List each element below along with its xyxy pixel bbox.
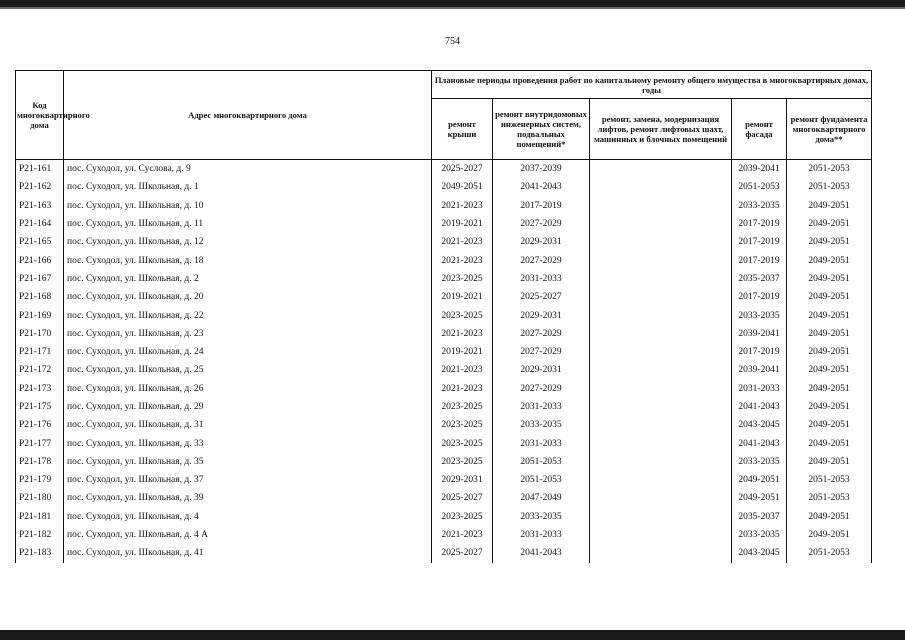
- cell-foundation: 2051-2053: [787, 160, 872, 179]
- repair-schedule-table: [15, 70, 872, 563]
- cell-elevators: [590, 160, 732, 179]
- cell-facade: 2017-2019: [732, 251, 787, 269]
- cell-address: пос. Суходол, ул. Школьная, д. 1: [64, 178, 432, 196]
- cell-facade: 2039-2041: [732, 160, 787, 179]
- cell-roof: 2023-2025: [432, 416, 493, 434]
- cell-elevators: [590, 416, 732, 434]
- cell-elevators: [590, 380, 732, 398]
- cell-elevators: [590, 471, 732, 489]
- cell-code: Р21-170: [16, 325, 64, 343]
- cell-roof: 2019-2021: [432, 288, 493, 306]
- header-code: Код многоквартирного дома: [16, 71, 64, 160]
- cell-systems: 2037-2039: [493, 160, 590, 179]
- cell-elevators: [590, 288, 732, 306]
- cell-systems: 2031-2033: [493, 398, 590, 416]
- table-row: [16, 197, 872, 215]
- cell-address: пос. Суходол, ул. Школьная, д. 4: [64, 508, 432, 526]
- cell-systems: 2033-2035: [493, 416, 590, 434]
- header-roof: ремонт крыши: [432, 99, 493, 160]
- table-row: [16, 306, 872, 324]
- header-address: Адрес многоквартирного дома: [64, 71, 432, 160]
- cell-foundation: 2049-2051: [787, 398, 872, 416]
- cell-systems: 2047-2049: [493, 489, 590, 507]
- cell-roof: 2021-2023: [432, 526, 493, 544]
- cell-elevators: [590, 398, 732, 416]
- cell-foundation: 2049-2051: [787, 434, 872, 452]
- cell-address: пос. Суходол, ул. Школьная, д. 33: [64, 434, 432, 452]
- cell-facade: 2031-2033: [732, 380, 787, 398]
- cell-systems: 2029-2031: [493, 306, 590, 324]
- cell-systems: 2031-2033: [493, 434, 590, 452]
- cell-elevators: [590, 453, 732, 471]
- cell-roof: 2025-2027: [432, 489, 493, 507]
- cell-roof: 2025-2027: [432, 544, 493, 562]
- cell-facade: 2033-2035: [732, 306, 787, 324]
- table-row: [16, 178, 872, 196]
- cell-foundation: 2049-2051: [787, 343, 872, 361]
- cell-roof: 2023-2025: [432, 434, 493, 452]
- cell-foundation: 2049-2051: [787, 325, 872, 343]
- cell-code: Р21-173: [16, 380, 64, 398]
- cell-address: пос. Суходол, ул. Суслова, д. 9: [64, 160, 432, 179]
- cell-address: пос. Суходол, ул. Школьная, д. 41: [64, 544, 432, 562]
- cell-roof: 2021-2023: [432, 380, 493, 398]
- cell-facade: 2017-2019: [732, 215, 787, 233]
- cell-systems: 2031-2033: [493, 526, 590, 544]
- cell-foundation: 2049-2051: [787, 251, 872, 269]
- cell-foundation: 2049-2051: [787, 526, 872, 544]
- table-row: [16, 361, 872, 379]
- table-row: [16, 380, 872, 398]
- table-row: [16, 251, 872, 269]
- cell-systems: 2051-2053: [493, 471, 590, 489]
- cell-facade: 2033-2035: [732, 197, 787, 215]
- table-row: [16, 270, 872, 288]
- table-row: [16, 453, 872, 471]
- cell-address: пос. Суходол, ул. Школьная, д. 2: [64, 270, 432, 288]
- cell-code: Р21-176: [16, 416, 64, 434]
- cell-code: Р21-181: [16, 508, 64, 526]
- table-row: [16, 416, 872, 434]
- cell-foundation: 2049-2051: [787, 288, 872, 306]
- cell-roof: 2023-2025: [432, 453, 493, 471]
- cell-facade: 2017-2019: [732, 343, 787, 361]
- header-elevators: ремонт, замена, модернизация лифтов, ремонт лифтовых шахт, машинных и блочных помещений: [590, 99, 732, 160]
- cell-systems: 2027-2029: [493, 343, 590, 361]
- cell-facade: 2033-2035: [732, 453, 787, 471]
- table-row: [16, 526, 872, 544]
- header-facade: ремонт фасада: [732, 99, 787, 160]
- table-row: [16, 544, 872, 562]
- cell-foundation: 2051-2053: [787, 489, 872, 507]
- cell-code: Р21-162: [16, 178, 64, 196]
- cell-code: Р21-175: [16, 398, 64, 416]
- cell-elevators: [590, 508, 732, 526]
- cell-elevators: [590, 233, 732, 251]
- cell-facade: 2041-2043: [732, 398, 787, 416]
- table-row: [16, 288, 872, 306]
- cell-address: пос. Суходол, ул. Школьная, д. 29: [64, 398, 432, 416]
- cell-systems: 2031-2033: [493, 270, 590, 288]
- cell-systems: 2041-2043: [493, 178, 590, 196]
- cell-elevators: [590, 343, 732, 361]
- table-row: [16, 489, 872, 507]
- cell-elevators: [590, 178, 732, 196]
- cell-systems: 2051-2053: [493, 453, 590, 471]
- cell-address: пос. Суходол, ул. Школьная, д. 4 А: [64, 526, 432, 544]
- cell-address: пос. Суходол, ул. Школьная, д. 10: [64, 197, 432, 215]
- cell-address: пос. Суходол, ул. Школьная, д. 31: [64, 416, 432, 434]
- cell-roof: 2023-2025: [432, 306, 493, 324]
- cell-code: Р21-182: [16, 526, 64, 544]
- cell-foundation: 2049-2051: [787, 361, 872, 379]
- table-row: [16, 325, 872, 343]
- table-row: [16, 343, 872, 361]
- cell-elevators: [590, 215, 732, 233]
- cell-facade: 2041-2043: [732, 434, 787, 452]
- cell-roof: 2023-2025: [432, 270, 493, 288]
- cell-address: пос. Суходол, ул. Школьная, д. 37: [64, 471, 432, 489]
- table-body: [16, 160, 872, 563]
- cell-facade: 2033-2035: [732, 526, 787, 544]
- cell-facade: 2043-2045: [732, 416, 787, 434]
- cell-roof: 2021-2023: [432, 197, 493, 215]
- page-number: 754: [445, 36, 460, 47]
- cell-systems: 2027-2029: [493, 215, 590, 233]
- cell-facade: 2043-2045: [732, 544, 787, 562]
- scan-top-border: [0, 0, 905, 7]
- cell-code: Р21-178: [16, 453, 64, 471]
- cell-elevators: [590, 251, 732, 269]
- cell-facade: 2035-2037: [732, 508, 787, 526]
- cell-facade: 2049-2051: [732, 489, 787, 507]
- cell-roof: 2019-2021: [432, 343, 493, 361]
- cell-code: Р21-183: [16, 544, 64, 562]
- cell-systems: 2027-2029: [493, 251, 590, 269]
- cell-foundation: 2049-2051: [787, 380, 872, 398]
- cell-code: Р21-180: [16, 489, 64, 507]
- cell-code: Р21-169: [16, 306, 64, 324]
- table-row: [16, 233, 872, 251]
- cell-elevators: [590, 325, 732, 343]
- table-row: [16, 508, 872, 526]
- cell-facade: 2017-2019: [732, 233, 787, 251]
- cell-code: Р21-177: [16, 434, 64, 452]
- cell-elevators: [590, 361, 732, 379]
- cell-code: Р21-168: [16, 288, 64, 306]
- cell-roof: 2025-2027: [432, 160, 493, 179]
- cell-foundation: 2049-2051: [787, 416, 872, 434]
- cell-roof: 2023-2025: [432, 398, 493, 416]
- cell-foundation: 2049-2051: [787, 233, 872, 251]
- cell-systems: 2033-2035: [493, 508, 590, 526]
- header-foundation: ремонт фундамента многоквартирного дома**: [787, 99, 872, 160]
- cell-code: Р21-172: [16, 361, 64, 379]
- table-row: [16, 160, 872, 179]
- cell-foundation: 2049-2051: [787, 508, 872, 526]
- cell-facade: 2039-2041: [732, 361, 787, 379]
- cell-foundation: 2049-2051: [787, 197, 872, 215]
- cell-code: Р21-161: [16, 160, 64, 179]
- cell-facade: 2035-2037: [732, 270, 787, 288]
- cell-facade: 2049-2051: [732, 471, 787, 489]
- cell-roof: 2021-2023: [432, 251, 493, 269]
- cell-systems: 2025-2027: [493, 288, 590, 306]
- cell-address: пос. Суходол, ул. Школьная, д. 12: [64, 233, 432, 251]
- cell-foundation: 2051-2053: [787, 178, 872, 196]
- cell-elevators: [590, 526, 732, 544]
- cell-address: пос. Суходол, ул. Школьная, д. 18: [64, 251, 432, 269]
- cell-elevators: [590, 489, 732, 507]
- table-row: [16, 434, 872, 452]
- cell-foundation: 2049-2051: [787, 453, 872, 471]
- cell-address: пос. Суходол, ул. Школьная, д. 39: [64, 489, 432, 507]
- cell-code: Р21-165: [16, 233, 64, 251]
- scan-bottom-border: [0, 630, 905, 640]
- cell-foundation: 2051-2053: [787, 471, 872, 489]
- cell-facade: 2017-2019: [732, 288, 787, 306]
- cell-foundation: 2049-2051: [787, 306, 872, 324]
- cell-code: Р21-166: [16, 251, 64, 269]
- cell-roof: 2049-2051: [432, 178, 493, 196]
- cell-elevators: [590, 544, 732, 562]
- cell-systems: 2027-2029: [493, 380, 590, 398]
- cell-address: пос. Суходол, ул. Школьная, д. 23: [64, 325, 432, 343]
- table-row: [16, 471, 872, 489]
- cell-elevators: [590, 306, 732, 324]
- cell-systems: 2017-2019: [493, 197, 590, 215]
- cell-foundation: 2051-2053: [787, 544, 872, 562]
- cell-code: Р21-167: [16, 270, 64, 288]
- scan-top-border-shadow: [0, 7, 905, 9]
- table-row: [16, 215, 872, 233]
- cell-address: пос. Суходол, ул. Школьная, д. 22: [64, 306, 432, 324]
- cell-address: пос. Суходол, ул. Школьная, д. 26: [64, 380, 432, 398]
- cell-address: пос. Суходол, ул. Школьная, д. 20: [64, 288, 432, 306]
- cell-foundation: 2049-2051: [787, 215, 872, 233]
- cell-roof: 2029-2031: [432, 471, 493, 489]
- cell-systems: 2029-2031: [493, 361, 590, 379]
- header-systems: ремонт внутридомовых инженерных систем, подвальных помещений*: [493, 99, 590, 160]
- cell-address: пос. Суходол, ул. Школьная, д. 11: [64, 215, 432, 233]
- cell-elevators: [590, 434, 732, 452]
- cell-roof: 2021-2023: [432, 233, 493, 251]
- cell-code: Р21-163: [16, 197, 64, 215]
- cell-roof: 2023-2025: [432, 508, 493, 526]
- table-row: [16, 398, 872, 416]
- cell-address: пос. Суходол, ул. Школьная, д. 24: [64, 343, 432, 361]
- cell-foundation: 2049-2051: [787, 270, 872, 288]
- cell-facade: 2051-2053: [732, 178, 787, 196]
- cell-code: Р21-164: [16, 215, 64, 233]
- cell-elevators: [590, 270, 732, 288]
- cell-roof: 2021-2023: [432, 361, 493, 379]
- cell-code: Р21-179: [16, 471, 64, 489]
- cell-address: пос. Суходол, ул. Школьная, д. 35: [64, 453, 432, 471]
- cell-systems: 2027-2029: [493, 325, 590, 343]
- cell-elevators: [590, 197, 732, 215]
- cell-facade: 2039-2041: [732, 325, 787, 343]
- cell-code: Р21-171: [16, 343, 64, 361]
- cell-systems: 2041-2043: [493, 544, 590, 562]
- cell-roof: 2021-2023: [432, 325, 493, 343]
- header-planned-periods: Плановые периоды проведения работ по капитальному ремонту общего имущества в многоквартирных домах, годы: [432, 71, 872, 99]
- cell-systems: 2029-2031: [493, 233, 590, 251]
- cell-address: пос. Суходол, ул. Школьная, д. 25: [64, 361, 432, 379]
- cell-roof: 2019-2021: [432, 215, 493, 233]
